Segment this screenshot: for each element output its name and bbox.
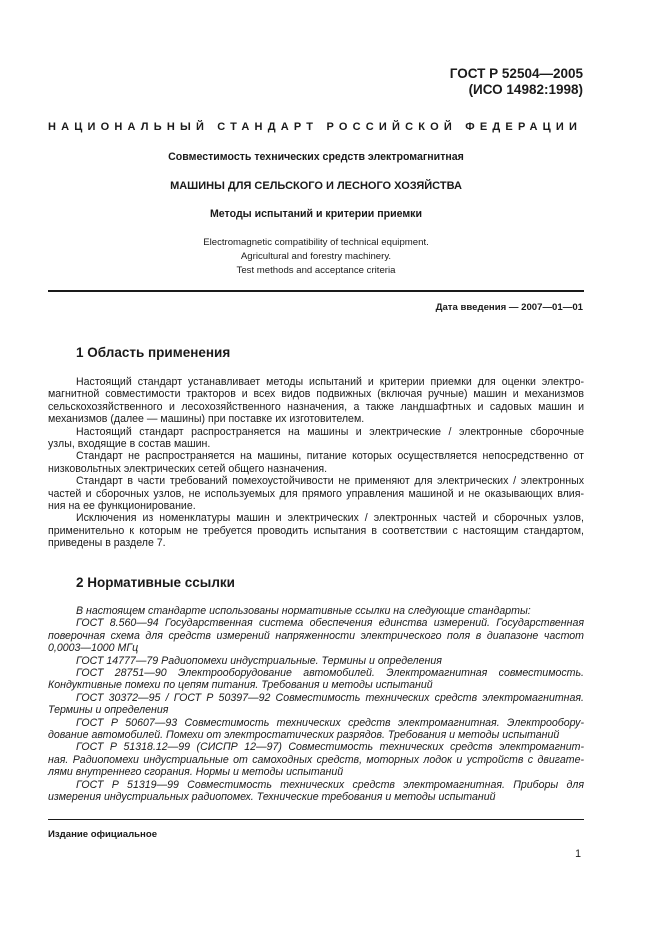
paragraph-line: Стандарт не распространяется на машины, питание которых осуществляется непосредственно от bbox=[76, 450, 584, 463]
reference-line: ная. Радиопомехи индустриальные от самоходных средств, моторных лодок и устройств с двигате- bbox=[48, 753, 584, 766]
reference-line: Термины и определения bbox=[48, 704, 169, 717]
title-subtitle: Методы испытаний и критерии приемки bbox=[209, 208, 422, 220]
paragraph-line: применительно к которым не требуется проводить испытания в соответствии с настоящим стандартом, bbox=[48, 524, 584, 537]
paragraph-line: Исключения из номенклатуры машин и электрических / электронных частей и сборочных узлов, bbox=[76, 512, 584, 525]
section-1-body bbox=[48, 376, 584, 550]
reference-line: ГОСТ 28751—90 Электрооборудование автомобилей. Электромагнитная совместимость. bbox=[76, 667, 584, 680]
paragraph-line: низковольтных электрических сетей общего назначения. bbox=[48, 462, 328, 475]
paragraph-line: сельскохозяйственного и лесохозяйственного назначения, а также ландшафтных и садовых машин и bbox=[48, 400, 584, 413]
reference-line: ГОСТ 8.560—94 Государственная система обеспечения единства измерений. Государственная bbox=[76, 617, 584, 630]
official-edition-label: Издание официальное bbox=[48, 829, 158, 840]
title-line-1: Совместимость технических средств электромагнитная bbox=[168, 151, 464, 163]
section-2-body bbox=[48, 605, 584, 804]
page-number: 1 bbox=[575, 848, 581, 860]
english-title-3: Test methods and acceptance criteria bbox=[236, 265, 396, 276]
english-title-2: Agricultural and forestry machinery. bbox=[240, 251, 392, 262]
reference-line: ГОСТ Р 51319—99 Совместимость технических средств электромагнитная. Приборы для bbox=[76, 778, 584, 791]
standard-number: ГОСТ Р 52504—2005 bbox=[449, 66, 583, 81]
reference-line: ГОСТ 30372—95 / ГОСТ Р 50397—92 Совместимость технических средств электромагнитная. bbox=[76, 691, 584, 704]
reference-line: поверочная схема для средств измерений напряженности электрического поля в диапазоне частот bbox=[48, 629, 584, 642]
paragraph-line: Настоящий стандарт устанавливает методы испытаний и критерии приемки для оценки электро- bbox=[76, 376, 584, 388]
reference-line: ГОСТ Р 50607—93 Совместимость технических средств электромагнитная. Электрообору- bbox=[76, 716, 584, 729]
paragraph-line: узлы, входящие в состав машин. bbox=[48, 438, 211, 451]
paragraph-line: Стандарт в части требований помехоустойчивости не применяют для электрических / электронных bbox=[76, 475, 584, 488]
paragraph-line: Настоящий стандарт распространяется на машины и электрические / электронные сборочные bbox=[76, 425, 584, 438]
reference-line: измерения индустриальных радиопомех. Технические требования и методы испытаний bbox=[48, 791, 496, 804]
iso-number: (ИСО 14982:1998) bbox=[468, 82, 583, 97]
title-divider bbox=[48, 290, 584, 292]
footer-divider bbox=[48, 819, 584, 820]
national-standard-banner: НАЦИОНАЛЬНЫЙ СТАНДАРТ РОССИЙСКОЙ ФЕДЕРАЦИИ bbox=[48, 121, 583, 133]
section-1-heading: 1 Область применения bbox=[76, 345, 231, 360]
english-title-1: Electromagnetic compatibility of technical equipment. bbox=[203, 237, 429, 248]
paragraph-line: механизмов (далее — машины) при поставке их изготовителем. bbox=[48, 413, 365, 426]
paragraph-line: частей и сборочных узлов, не используемых для прямого управления машиной и не оказывающих влия- bbox=[48, 487, 584, 500]
document-title: МАШИНЫ ДЛЯ СЕЛЬСКОГО И ЛЕСНОГО ХОЗЯЙСТВА bbox=[170, 180, 462, 192]
reference-line: дование автомобилей. Помехи от электростатических разрядов. Требования и методы испытаний bbox=[48, 729, 560, 742]
reference-line: ГОСТ Р 51318.12—99 (СИСПР 12—97) Совместимость технических средств электромагнит- bbox=[76, 741, 584, 754]
reference-line: ГОСТ 14777—79 Радиопомехи индустриальные. Термины и определения bbox=[76, 654, 442, 667]
paragraph-line: В настоящем стандарте использованы нормативные ссылки на следующие стандарты: bbox=[76, 605, 531, 617]
section-2-heading: 2 Нормативные ссылки bbox=[76, 575, 235, 590]
reference-line: 0,0003—1000 МГц bbox=[48, 642, 139, 655]
paragraph-line: ния на ее функционирование. bbox=[48, 500, 196, 513]
reference-line: Кондуктивные помехи по цепям питания. Требования и методы испытаний bbox=[48, 679, 433, 692]
reference-line: лями внутреннего сгорания. Нормы и методы испытаний bbox=[48, 766, 344, 779]
paragraph-line: приведены в разделе 7. bbox=[48, 537, 166, 550]
paragraph-line: магнитной совместимости тракторов и всех видов подвижных (включая ручные) машин и механизмов bbox=[48, 388, 584, 401]
introduction-date: Дата введения — 2007—01—01 bbox=[435, 302, 583, 313]
